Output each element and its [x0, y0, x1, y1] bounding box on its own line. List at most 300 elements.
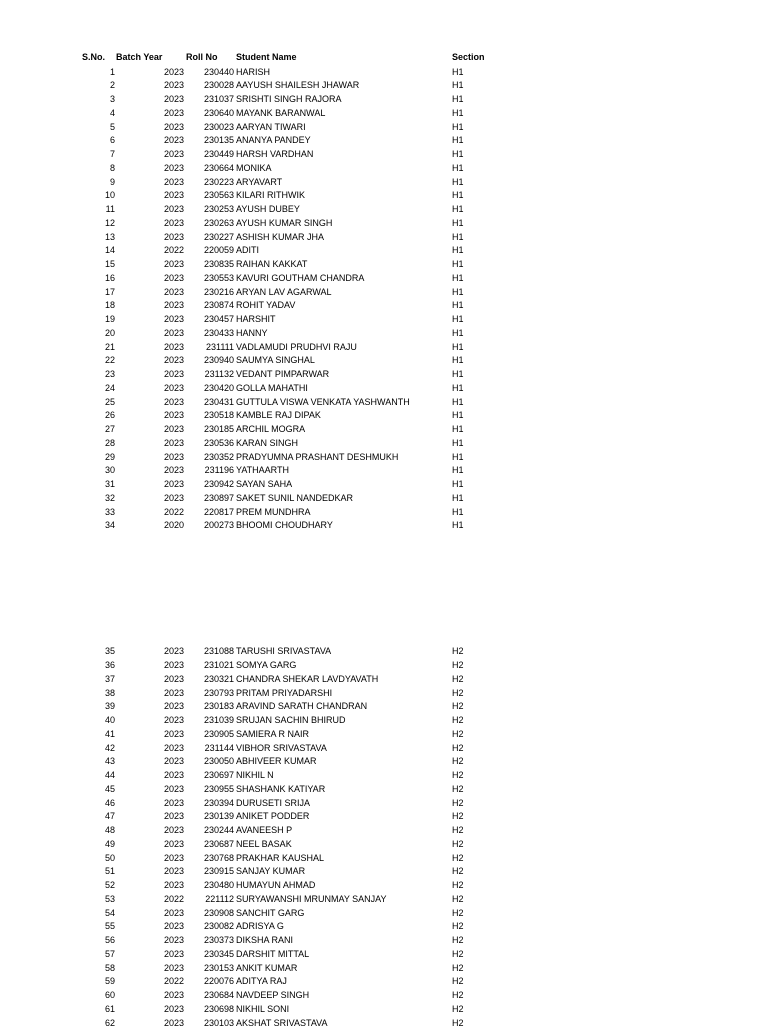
table-row — [0, 645, 768, 659]
row-student-name: SAKET SUNIL NANDEDKAR — [236, 492, 353, 506]
row-sno: 45 — [60, 783, 115, 797]
row-student-name: KAVURI GOUTHAM CHANDRA — [236, 272, 364, 286]
row-student-name: PRAKHAR KAUSHAL — [236, 852, 324, 866]
row-roll-no: 230373 — [196, 934, 234, 948]
row-student-name: VADLAMUDI PRUDHVI RAJU — [236, 341, 357, 355]
row-sno: 1 — [60, 66, 115, 80]
row-section: H2 — [452, 1017, 464, 1030]
row-section: H1 — [452, 148, 464, 162]
row-roll-no: 230908 — [196, 907, 234, 921]
row-roll-no: 230536 — [196, 437, 234, 451]
row-sno: 3 — [60, 93, 115, 107]
row-section: H1 — [452, 492, 464, 506]
row-student-name: HUMAYUN AHMAD — [236, 879, 315, 893]
row-student-name: SRUJAN SACHIN BHIRUD — [236, 714, 346, 728]
row-roll-no: 231144 — [196, 742, 234, 756]
table-row — [0, 920, 768, 934]
row-student-name: HANNY — [236, 327, 268, 341]
table-row — [0, 659, 768, 673]
row-roll-no: 231021 — [196, 659, 234, 673]
row-section: H1 — [452, 176, 464, 190]
table-row — [0, 1003, 768, 1017]
row-roll-no: 230103 — [196, 1017, 234, 1030]
table-row — [0, 769, 768, 783]
row-roll-no: 200273 — [196, 519, 234, 533]
row-roll-no: 230028 — [196, 79, 234, 93]
table-row — [0, 742, 768, 756]
table-row — [0, 66, 768, 80]
header-section: Section — [452, 51, 485, 65]
row-sno: 4 — [60, 107, 115, 121]
row-batch-year: 2023 — [150, 989, 184, 1003]
row-roll-no: 230449 — [196, 148, 234, 162]
row-roll-no: 230227 — [196, 231, 234, 245]
row-batch-year: 2023 — [150, 714, 184, 728]
row-section: H2 — [452, 907, 464, 921]
table-row — [0, 121, 768, 135]
row-section: H1 — [452, 464, 464, 478]
row-batch-year: 2023 — [150, 687, 184, 701]
row-sno: 33 — [60, 506, 115, 520]
row-roll-no: 230697 — [196, 769, 234, 783]
row-sno: 24 — [60, 382, 115, 396]
table-row — [0, 148, 768, 162]
row-batch-year: 2023 — [150, 217, 184, 231]
row-section: H2 — [452, 934, 464, 948]
table-row — [0, 989, 768, 1003]
row-section: H1 — [452, 478, 464, 492]
row-student-name: GUTTULA VISWA VENKATA YASHWANTH — [236, 396, 410, 410]
row-section: H2 — [452, 797, 464, 811]
row-sno: 17 — [60, 286, 115, 300]
row-student-name: NIKHIL N — [236, 769, 274, 783]
row-sno: 56 — [60, 934, 115, 948]
table-row — [0, 93, 768, 107]
row-student-name: DARSHIT MITTAL — [236, 948, 309, 962]
row-batch-year: 2020 — [150, 519, 184, 533]
row-roll-no: 231088 — [196, 645, 234, 659]
row-roll-no: 230420 — [196, 382, 234, 396]
row-section: H1 — [452, 162, 464, 176]
row-roll-no: 230687 — [196, 838, 234, 852]
row-batch-year: 2023 — [150, 1017, 184, 1030]
row-sno: 40 — [60, 714, 115, 728]
row-section: H2 — [452, 687, 464, 701]
row-roll-no: 220059 — [196, 244, 234, 258]
row-roll-no: 230253 — [196, 203, 234, 217]
row-student-name: NAVDEEP SINGH — [236, 989, 309, 1003]
row-section: H1 — [452, 299, 464, 313]
row-section: H2 — [452, 824, 464, 838]
row-section: H2 — [452, 948, 464, 962]
row-batch-year: 2023 — [150, 79, 184, 93]
table-row — [0, 107, 768, 121]
row-sno: 15 — [60, 258, 115, 272]
row-student-name: NEEL BASAK — [236, 838, 292, 852]
row-section: H2 — [452, 673, 464, 687]
row-batch-year: 2023 — [150, 797, 184, 811]
row-student-name: ABHIVEER KUMAR — [236, 755, 317, 769]
row-roll-no: 230942 — [196, 478, 234, 492]
row-sno: 61 — [60, 1003, 115, 1017]
row-roll-no: 230518 — [196, 409, 234, 423]
row-roll-no: 230394 — [196, 797, 234, 811]
row-student-name: MONIKA — [236, 162, 272, 176]
table-row — [0, 700, 768, 714]
row-sno: 44 — [60, 769, 115, 783]
row-section: H1 — [452, 272, 464, 286]
row-sno: 36 — [60, 659, 115, 673]
row-section: H1 — [452, 79, 464, 93]
row-sno: 62 — [60, 1017, 115, 1030]
row-student-name: KILARI RITHWIK — [236, 189, 305, 203]
row-student-name: ASHISH KUMAR JHA — [236, 231, 324, 245]
row-sno: 7 — [60, 148, 115, 162]
row-student-name: ANANYA PANDEY — [236, 134, 311, 148]
row-batch-year: 2023 — [150, 107, 184, 121]
row-sno: 22 — [60, 354, 115, 368]
row-sno: 23 — [60, 368, 115, 382]
row-student-name: SHASHANK KATIYAR — [236, 783, 325, 797]
row-batch-year: 2022 — [150, 506, 184, 520]
row-student-name: AYUSH KUMAR SINGH — [236, 217, 332, 231]
table-row — [0, 492, 768, 506]
row-roll-no: 230223 — [196, 176, 234, 190]
row-roll-no: 230185 — [196, 423, 234, 437]
table-row — [0, 423, 768, 437]
row-batch-year: 2023 — [150, 645, 184, 659]
row-student-name: CHANDRA SHEKAR LAVDYAVATH — [236, 673, 378, 687]
row-batch-year: 2023 — [150, 783, 184, 797]
row-roll-no: 230793 — [196, 687, 234, 701]
row-batch-year: 2023 — [150, 492, 184, 506]
table-row — [0, 203, 768, 217]
row-batch-year: 2023 — [150, 920, 184, 934]
row-roll-no: 230457 — [196, 313, 234, 327]
row-section: H1 — [452, 506, 464, 520]
row-roll-no: 230345 — [196, 948, 234, 962]
row-roll-no: 230321 — [196, 673, 234, 687]
row-student-name: SAMIERA R NAIR — [236, 728, 309, 742]
table-row — [0, 714, 768, 728]
row-section: H1 — [452, 519, 464, 533]
row-section: H2 — [452, 852, 464, 866]
row-batch-year: 2023 — [150, 700, 184, 714]
row-section: H2 — [452, 893, 464, 907]
table-row — [0, 1017, 768, 1030]
table-row — [0, 299, 768, 313]
row-section: H1 — [452, 368, 464, 382]
row-student-name: HARSHIT — [236, 313, 276, 327]
row-student-name: ARCHIL MOGRA — [236, 423, 305, 437]
row-roll-no: 230563 — [196, 189, 234, 203]
row-batch-year: 2023 — [150, 451, 184, 465]
row-batch-year: 2023 — [150, 934, 184, 948]
row-roll-no: 230897 — [196, 492, 234, 506]
row-sno: 41 — [60, 728, 115, 742]
table-row — [0, 437, 768, 451]
row-batch-year: 2023 — [150, 824, 184, 838]
row-sno: 12 — [60, 217, 115, 231]
row-sno: 20 — [60, 327, 115, 341]
row-student-name: AYUSH DUBEY — [236, 203, 300, 217]
row-sno: 29 — [60, 451, 115, 465]
row-section: H1 — [452, 437, 464, 451]
row-sno: 48 — [60, 824, 115, 838]
row-roll-no: 230352 — [196, 451, 234, 465]
row-student-name: PRADYUMNA PRASHANT DESHMUKH — [236, 451, 398, 465]
row-batch-year: 2023 — [150, 121, 184, 135]
row-student-name: AVANEESH P — [236, 824, 292, 838]
table-row — [0, 409, 768, 423]
row-roll-no: 230050 — [196, 755, 234, 769]
table-row — [0, 354, 768, 368]
row-roll-no: 221112 — [196, 893, 234, 907]
row-sno: 14 — [60, 244, 115, 258]
table-row — [0, 451, 768, 465]
table-row — [0, 217, 768, 231]
row-section: H2 — [452, 879, 464, 893]
row-section: H1 — [452, 203, 464, 217]
row-roll-no: 230433 — [196, 327, 234, 341]
row-batch-year: 2023 — [150, 1003, 184, 1017]
row-roll-no: 230183 — [196, 700, 234, 714]
table-row — [0, 810, 768, 824]
row-batch-year: 2022 — [150, 893, 184, 907]
row-batch-year: 2023 — [150, 382, 184, 396]
row-student-name: GOLLA MAHATHI — [236, 382, 308, 396]
row-section: H1 — [452, 354, 464, 368]
row-sno: 51 — [60, 865, 115, 879]
row-batch-year: 2023 — [150, 341, 184, 355]
row-sno: 60 — [60, 989, 115, 1003]
table-row — [0, 865, 768, 879]
row-sno: 38 — [60, 687, 115, 701]
row-sno: 16 — [60, 272, 115, 286]
row-roll-no: 230640 — [196, 107, 234, 121]
row-batch-year: 2023 — [150, 327, 184, 341]
row-sno: 26 — [60, 409, 115, 423]
row-student-name: DIKSHA RANI — [236, 934, 293, 948]
row-section: H2 — [452, 920, 464, 934]
row-batch-year: 2023 — [150, 176, 184, 190]
row-batch-year: 2023 — [150, 354, 184, 368]
row-sno: 57 — [60, 948, 115, 962]
row-section: H1 — [452, 327, 464, 341]
row-student-name: KARAN SINGH — [236, 437, 298, 451]
row-batch-year: 2023 — [150, 755, 184, 769]
row-student-name: ADRISYA G — [236, 920, 284, 934]
row-student-name: PRITAM PRIYADARSHI — [236, 687, 332, 701]
row-section: H1 — [452, 286, 464, 300]
row-student-name: AKSHAT SRIVASTAVA — [236, 1017, 328, 1030]
row-sno: 34 — [60, 519, 115, 533]
row-sno: 9 — [60, 176, 115, 190]
row-section: H1 — [452, 189, 464, 203]
row-student-name: SURYAWANSHI MRUNMAY SANJAY — [236, 893, 387, 907]
table-row — [0, 176, 768, 190]
table-row — [0, 519, 768, 533]
row-section: H1 — [452, 258, 464, 272]
row-section: H1 — [452, 341, 464, 355]
row-roll-no: 230082 — [196, 920, 234, 934]
row-sno: 43 — [60, 755, 115, 769]
row-section: H2 — [452, 838, 464, 852]
row-batch-year: 2023 — [150, 865, 184, 879]
row-student-name: MAYANK BARANWAL — [236, 107, 325, 121]
row-section: H2 — [452, 1003, 464, 1017]
row-section: H1 — [452, 107, 464, 121]
row-sno: 42 — [60, 742, 115, 756]
row-roll-no: 220076 — [196, 975, 234, 989]
row-roll-no: 230263 — [196, 217, 234, 231]
row-student-name: YATHAARTH — [236, 464, 289, 478]
row-roll-no: 230139 — [196, 810, 234, 824]
row-sno: 27 — [60, 423, 115, 437]
table-row — [0, 341, 768, 355]
table-row — [0, 506, 768, 520]
row-roll-no: 230244 — [196, 824, 234, 838]
row-student-name: ARAVIND SARATH CHANDRAN — [236, 700, 367, 714]
header-student-name: Student Name — [236, 51, 297, 65]
row-section: H2 — [452, 645, 464, 659]
row-student-name: ROHIT YADAV — [236, 299, 295, 313]
row-student-name: ADITYA RAJ — [236, 975, 287, 989]
row-roll-no: 230698 — [196, 1003, 234, 1017]
row-roll-no: 231039 — [196, 714, 234, 728]
row-batch-year: 2023 — [150, 299, 184, 313]
header-row — [0, 51, 768, 65]
row-student-name: SANJAY KUMAR — [236, 865, 305, 879]
row-student-name: SANCHIT GARG — [236, 907, 304, 921]
row-student-name: AAYUSH SHAILESH JHAWAR — [236, 79, 359, 93]
row-section: H2 — [452, 962, 464, 976]
row-student-name: VIBHOR SRIVASTAVA — [236, 742, 327, 756]
row-sno: 10 — [60, 189, 115, 203]
table-row — [0, 79, 768, 93]
row-student-name: HARSH VARDHAN — [236, 148, 313, 162]
row-sno: 54 — [60, 907, 115, 921]
row-batch-year: 2023 — [150, 907, 184, 921]
table-row — [0, 879, 768, 893]
row-roll-no: 220817 — [196, 506, 234, 520]
row-section: H2 — [452, 810, 464, 824]
row-sno: 55 — [60, 920, 115, 934]
row-student-name: DURUSETI SRIJA — [236, 797, 310, 811]
row-batch-year: 2023 — [150, 368, 184, 382]
row-roll-no: 231111 — [196, 341, 234, 355]
row-roll-no: 230553 — [196, 272, 234, 286]
row-batch-year: 2022 — [150, 975, 184, 989]
row-student-name: VEDANT PIMPARWAR — [236, 368, 329, 382]
row-student-name: KAMBLE RAJ DIPAK — [236, 409, 321, 423]
row-batch-year: 2023 — [150, 409, 184, 423]
row-sno: 5 — [60, 121, 115, 135]
row-batch-year: 2023 — [150, 148, 184, 162]
table-row — [0, 272, 768, 286]
row-batch-year: 2023 — [150, 66, 184, 80]
row-student-name: ANIKET PODDER — [236, 810, 309, 824]
row-sno: 6 — [60, 134, 115, 148]
row-student-name: SAYAN SAHA — [236, 478, 292, 492]
row-batch-year: 2023 — [150, 464, 184, 478]
table-row — [0, 893, 768, 907]
table-row — [0, 396, 768, 410]
row-section: H2 — [452, 728, 464, 742]
row-sno: 59 — [60, 975, 115, 989]
row-batch-year: 2023 — [150, 673, 184, 687]
row-batch-year: 2023 — [150, 478, 184, 492]
row-section: H1 — [452, 66, 464, 80]
row-roll-no: 230440 — [196, 66, 234, 80]
row-sno: 52 — [60, 879, 115, 893]
row-sno: 28 — [60, 437, 115, 451]
row-roll-no: 230664 — [196, 162, 234, 176]
row-batch-year: 2023 — [150, 396, 184, 410]
header-roll-no: Roll No — [186, 51, 218, 65]
table-row — [0, 755, 768, 769]
row-section: H1 — [452, 217, 464, 231]
row-roll-no: 230915 — [196, 865, 234, 879]
row-batch-year: 2023 — [150, 810, 184, 824]
row-student-name: ARYAN LAV AGARWAL — [236, 286, 332, 300]
row-section: H2 — [452, 742, 464, 756]
table-row — [0, 907, 768, 921]
row-student-name: SOMYA GARG — [236, 659, 296, 673]
header-batch-year: Batch Year — [116, 51, 162, 65]
row-sno: 58 — [60, 962, 115, 976]
row-roll-no: 230684 — [196, 989, 234, 1003]
row-batch-year: 2023 — [150, 134, 184, 148]
row-roll-no: 230768 — [196, 852, 234, 866]
row-sno: 39 — [60, 700, 115, 714]
row-roll-no: 230955 — [196, 783, 234, 797]
row-sno: 8 — [60, 162, 115, 176]
row-batch-year: 2023 — [150, 728, 184, 742]
row-student-name: TARUSHI SRIVASTAVA — [236, 645, 331, 659]
row-sno: 11 — [60, 203, 115, 217]
row-roll-no: 230431 — [196, 396, 234, 410]
row-batch-year: 2022 — [150, 244, 184, 258]
row-batch-year: 2023 — [150, 272, 184, 286]
row-student-name: NIKHIL SONI — [236, 1003, 289, 1017]
table-row — [0, 134, 768, 148]
row-section: H1 — [452, 121, 464, 135]
table-row — [0, 327, 768, 341]
row-batch-year: 2023 — [150, 231, 184, 245]
table-row — [0, 382, 768, 396]
row-roll-no: 230940 — [196, 354, 234, 368]
table-row — [0, 673, 768, 687]
row-sno: 31 — [60, 478, 115, 492]
row-section: H2 — [452, 700, 464, 714]
row-sno: 25 — [60, 396, 115, 410]
row-section: H2 — [452, 783, 464, 797]
row-roll-no: 230216 — [196, 286, 234, 300]
row-batch-year: 2023 — [150, 423, 184, 437]
row-sno: 47 — [60, 810, 115, 824]
table-row — [0, 189, 768, 203]
row-section: H1 — [452, 231, 464, 245]
row-section: H1 — [452, 423, 464, 437]
table-row — [0, 975, 768, 989]
row-section: H1 — [452, 451, 464, 465]
row-section: H1 — [452, 244, 464, 258]
row-batch-year: 2023 — [150, 162, 184, 176]
table-row — [0, 783, 768, 797]
row-section: H2 — [452, 975, 464, 989]
row-batch-year: 2023 — [150, 659, 184, 673]
